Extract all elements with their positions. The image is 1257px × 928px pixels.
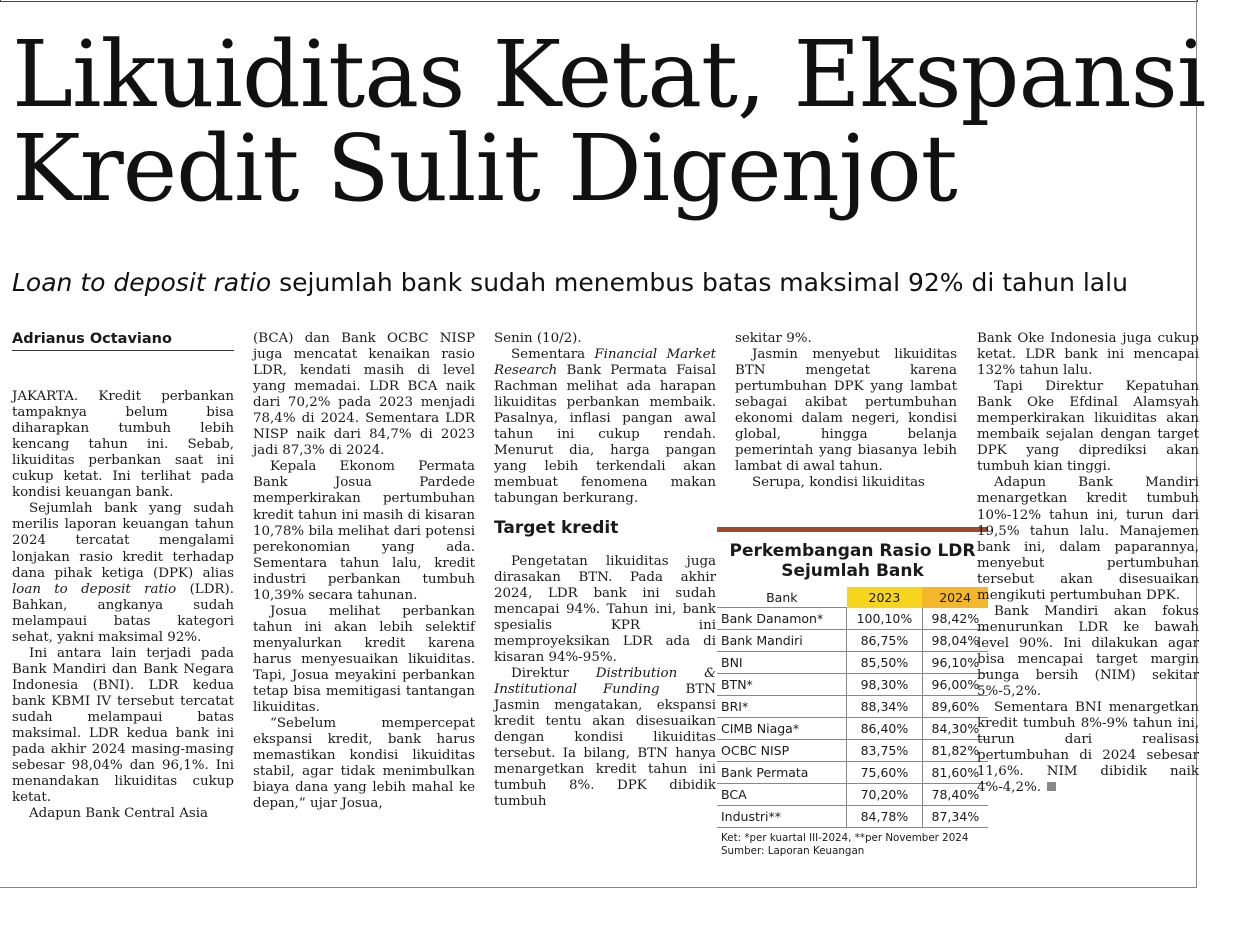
cell-bank: BNI — [717, 652, 847, 674]
cell-2024: 96,10% — [922, 652, 988, 674]
cell-2024: 81,82% — [922, 740, 988, 762]
bottom-rule — [0, 887, 1196, 888]
cell-bank: CIMB Niaga* — [717, 718, 847, 740]
cell-bank: Bank Mandiri — [717, 630, 847, 652]
headline-line2: Kredit Sulit Digenjot — [12, 115, 957, 222]
column-4 — [735, 331, 957, 491]
cell-bank: Industri** — [717, 806, 847, 828]
headline-line1: Likuiditas Ketat, Ekspansi — [12, 21, 1206, 128]
top-frame — [0, 0, 1198, 2]
table-row — [717, 806, 988, 828]
cell-bank: BTN* — [717, 674, 847, 696]
ldr-table — [717, 587, 988, 828]
cell-2023: 85,50% — [847, 652, 923, 674]
paragraph: JAKARTA. Kredit perbankan tampaknya belum bisa diharapkan tumbuh lebih kencang tahun ini. Sebab, likuiditas perbankan saat ini cukup ketat. Ini terlihat pada kondisi keuangan bank. — [12, 389, 234, 501]
table-row — [717, 696, 988, 718]
header-bank: Bank — [717, 587, 847, 608]
table-row — [717, 608, 988, 630]
table-row — [717, 740, 988, 762]
column-5 — [977, 331, 1199, 796]
section-heading: Target kredit — [494, 517, 619, 538]
table-row — [717, 674, 988, 696]
cell-bank: Bank Permata — [717, 762, 847, 784]
cell-bank: Bank Danamon* — [717, 608, 847, 630]
paragraph: Tapi Direktur Kepatuhan Bank Oke Efdinal Alamsyah memperkirakan likuiditas akan membaik sejalan dengan target DPK yang diprediksi akan tumbuh kian tinggi. — [977, 379, 1199, 475]
table-row — [717, 718, 988, 740]
cell-2024: 81,60% — [922, 762, 988, 784]
cell-bank: BRI* — [717, 696, 847, 718]
subhead-text: sejumlah bank sudah menembus batas maksimal 92% di tahun lalu — [271, 268, 1128, 297]
paragraph: “Sebelum mempercepat ekspansi kredit, bank harus memastikan kondisi likuiditas stabil, agar tidak menimbulkan biaya dana yang lebih mahal ke depan,” ujar Josua, — [253, 716, 475, 812]
paragraph: Jasmin menyebut likuiditas BTN mengetat karena pertumbuhan DPK yang lambat sebagai akibat pertumbuhan ekonomi dalam negeri, kondisi global, hingga belanja pemerintah yang biasanya lebih lambat di awal tahun. — [735, 347, 957, 475]
paragraph: Adapun Bank Mandiri menargetkan kredit tumbuh 10%-12% tahun ini, turun dari 19,5% tahun lalu. Manajemen bank ini, dalam paparannya, menyebut pertumbuhan tersebut akan disesuaikan mengikuti pertumbuhan DPK. — [977, 475, 1199, 603]
cell-2023: 70,20% — [847, 784, 923, 806]
cell-2024: 96,00% — [922, 674, 988, 696]
table-row — [717, 652, 988, 674]
header-2023: 2023 — [847, 587, 923, 608]
paragraph: Sejumlah bank yang sudah merilis laporan keuangan tahun 2024 tercatat mengalami lonjakan rasio kredit terhadap dana pihak ketiga (DPK) alias loan to deposit ratio (LDR). Bahkan, angkanya sudah melampaui batas kategori sehat, yakni maksimal 92%. — [12, 501, 234, 645]
subheadline — [12, 268, 1128, 297]
column-3 — [494, 331, 716, 810]
paragraph: Josua melihat perbankan tahun ini akan lebih selektif menyalurkan kredit karena harus menyesuaikan likuiditas. Tapi, Josua meyakini perbankan tetap bisa memitigasi tantangan likuiditas. — [253, 603, 475, 716]
cell-2023: 83,75% — [847, 740, 923, 762]
cell-2023: 75,60% — [847, 762, 923, 784]
cell-2023: 84,78% — [847, 806, 923, 828]
paragraph: Sementara BNI menargetkan kredit tumbuh 8%-9% tahun ini, turun dari realisasi pertumbuhan di 2024 sebesar 11,6%. NIM dibidik naik 4%-4,2%. — [977, 700, 1199, 796]
subhead-italic: Loan to deposit ratio — [12, 268, 272, 297]
cell-2024: 89,60% — [922, 696, 988, 718]
table-title: Perkembangan Rasio LDR Sejumlah Bank — [729, 541, 976, 581]
paragraph: (BCA) dan Bank OCBC NISP juga mencatat kenaikan rasio LDR, kendati masih di level yang memadai. LDR BCA naik dari 70,2% pada 2023 menjadi 78,4% di 2024. Sementara LDR NISP naik dari 84,7% di 2023 jadi 87,3% di 2024. — [253, 331, 475, 459]
cell-2023: 86,40% — [847, 718, 923, 740]
cell-bank: BCA — [717, 784, 847, 806]
byline: Adrianus Octaviano — [12, 331, 234, 351]
cell-bank: OCBC NISP — [717, 740, 847, 762]
paragraph: Bank Oke Indonesia juga cukup ketat. LDR bank ini mencapai 132% tahun lalu. — [977, 331, 1199, 379]
cell-2023: 100,10% — [847, 608, 923, 630]
paragraph: Adapun Bank Central Asia — [29, 806, 209, 822]
header-2024: 2024 — [922, 587, 988, 608]
cell-2023: 88,34% — [847, 696, 923, 718]
paragraph: sekitar 9%. — [735, 331, 812, 346]
paragraph: Serupa, kondisi likuiditas — [752, 475, 925, 491]
table-row — [717, 762, 988, 784]
cell-2024: 87,34% — [922, 806, 988, 828]
paragraph: Kepala Ekonom Permata Bank Josua Pardede memperkirakan pertumbuhan kredit tahun ini masih di kisaran 10,78% bila melihat dari potensi perekonomian yang ada. Sementara tahun lalu, kredit industri perbankan tumbuh 10,39% secara tahunan. — [253, 459, 475, 603]
cell-2024: 78,40% — [922, 784, 988, 806]
cell-2024: 98,42% — [922, 608, 988, 630]
column-1 — [12, 331, 234, 822]
accent-bar — [717, 527, 988, 532]
cell-2023: 86,75% — [847, 630, 923, 652]
paragraph: Direktur Distribution & Institutional Funding BTN Jasmin mengatakan, ekspansi kredit tentu akan disesuaikan dengan kondisi likuiditas tersebut. Ia bilang, BTN hanya menargetkan kredit tahun ini tumbuh 8%. DPK dibidik tumbuh — [494, 665, 717, 810]
ldr-table-box — [717, 527, 988, 858]
paragraph: Ini antara lain terjadi pada Bank Mandiri dan Bank Negara Indonesia (BNI). LDR kedua bank KBMI IV tersebut tercatat sudah melampaui batas maksimal. LDR kedua bank ini pada akhir 2024 masing-masing sebesar 98,04% dan 96,1%. Ini menandakan likuiditas cukup ketat. — [12, 645, 234, 806]
column-2 — [253, 331, 475, 812]
cell-2024: 98,04% — [922, 630, 988, 652]
end-mark-icon — [1047, 782, 1056, 791]
cell-2024: 84,30% — [922, 718, 988, 740]
headline — [12, 21, 1206, 222]
table-row — [717, 784, 988, 806]
cell-2023: 98,30% — [847, 674, 923, 696]
paragraph: Bank Mandiri akan fokus menurunkan LDR ke bawah level 90%. Ini dilakukan agar bisa mencapai target margin bunga bersih (NIM) sekitar 5%-5,2%. — [977, 603, 1199, 700]
table-row — [717, 630, 988, 652]
paragraph: Senin (10/2). — [494, 331, 582, 346]
paragraph: Sementara Financial Market Research Bank Permata Faisal Rachman melihat ada harapan likuiditas perbankan membaik. Pasalnya, inflasi pangan awal tahun ini cukup rendah. Menurut dia, harga pangan yang lebih terkendali akan membuat fenomena makan tabungan berkurang. — [494, 347, 716, 507]
paragraph: Pengetatan likuiditas juga dirasakan BTN. Pada akhir 2024, LDR bank ini sudah mencapai 94%. Tahun ini, bank spesialis KPR ini memproyeksikan LDR ada di kisaran 94%-95%. — [494, 553, 716, 665]
table-header-row — [717, 587, 988, 608]
table-note: Ket: *per kuartal III-2024, **per November 2024 Sumber: Laporan Keuangan — [721, 832, 969, 857]
